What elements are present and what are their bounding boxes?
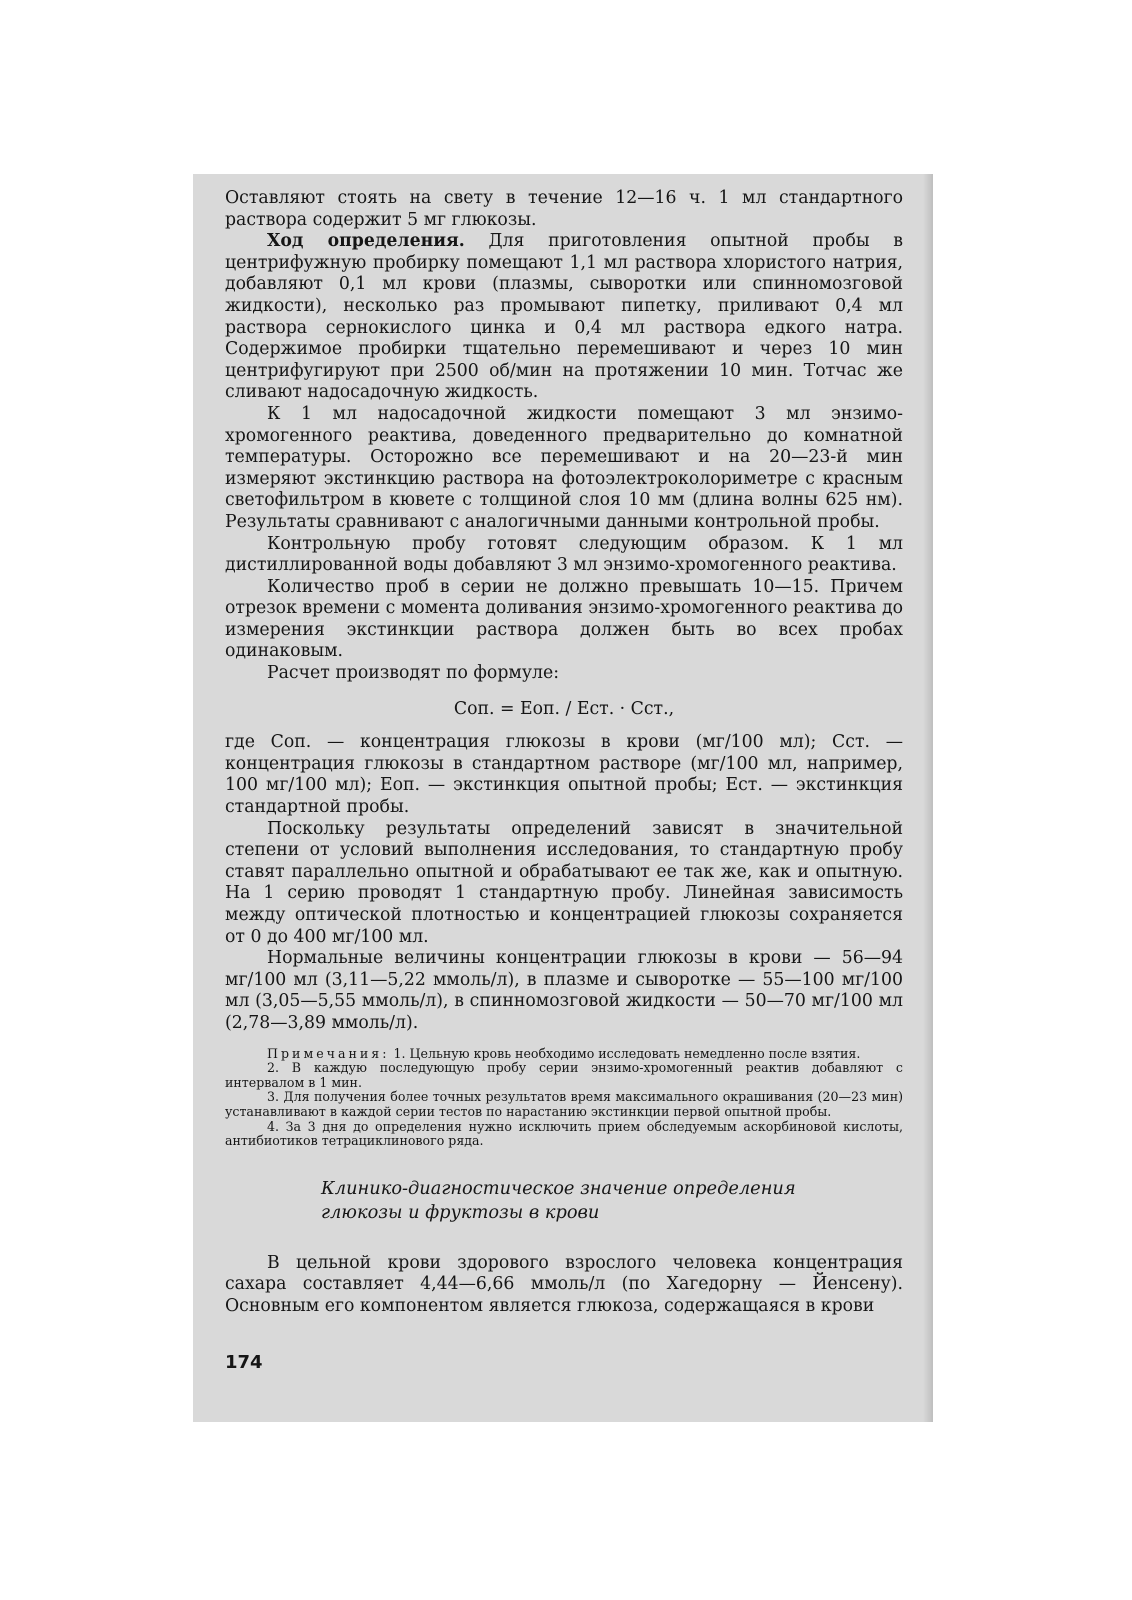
note-1: Примечания: 1. Цельную кровь необходимо исследовать немедленно после взятия. [267, 1045, 861, 1061]
paragraph-standard: Поскольку результаты определений зависят в значительной степени от условий выполнения исследования, то стандартную пробу ставят параллельно опытной и обрабатывают ее так же, как и опытную. На 1 серию проводят 1 стандартную пробу. Линейная зависимость между оптической плотностью и концентрацией глюкозы сохраняется от 0 до 400 мг/100 мл. [225, 818, 903, 947]
paragraph-series: Количество проб в серии не должно превышать 10—15. Причем отрезок времени с момента доливания энзимо-хромогенного реактива до измерения экстинкции раствора должен быть во всех пробах одинаковым. [225, 576, 903, 662]
paragraph-intro: Оставляют стоять на свету в течение 12—16 ч. 1 мл стандартного раствора содержит 5 мг глюкозы. [225, 188, 903, 230]
paragraph-normal-values: Нормальные величины концентрации глюкозы в крови — 56—94 мг/100 мл (3,11—5,22 ммоль/л), в плазме и сыворотке — 55—100 мг/100 мл (3,05—5,55 ммоль/л), в спинномозговой жидкости — 50—70 мг/100 мл (2,78—3,89 ммоль/л). [225, 948, 903, 1033]
notes [225, 1047, 903, 1149]
note-2: 2. В каждую последующую пробу серии энзимо-хромогенный реактив добавляют с интервалом в 1 мин. [225, 1060, 903, 1090]
procedure-lead: Ход определения. [267, 231, 465, 252]
heading-line-2: глюкозы и фруктозы в крови [321, 1201, 600, 1223]
notes-label: Примечания: [267, 1045, 390, 1061]
paragraph-control: Контрольную пробу готовят следующим образом. К 1 мл дистиллированной воды добавляют 3 мл энзимо-хромогенного реактива. [225, 533, 903, 576]
paragraph-legend: где Cоп. — концентрация глюкозы в крови (мг/100 мл); Cст. — концентрация глюкозы в стандартном растворе (мг/100 мл, например, 100 мг/100 мл); Eоп. — экстинкция опытной пробы; Eст. — экстинкция стандартной пробы. [225, 732, 903, 818]
paragraph-supernatant: К 1 мл надосадочной жидкости помещают 3 мл энзимо-хромогенного реактива, доведенного предварительно до комнатной температуры. Осторожно все перемешивают и на 20—23-й мин измеряют экстинкцию раствора на фотоэлектроколориметре с красным светофильтром в кювете с толщиной слоя 10 мм (длина волны 625 нм). Результаты сравнивают с аналогичными данными контрольной пробы. [225, 403, 903, 532]
section-heading [225, 1177, 903, 1225]
paragraph-blood-sugar: В цельной крови здорового взрослого человека концентрация сахара составляет 4,44—6,66 ммоль/л (по Хагедорну — Йенсену). Основным его компонентом является глюкоза, содержащаяся в крови [225, 1252, 903, 1316]
paragraph-procedure [225, 231, 903, 404]
procedure-text: Для приготовления опытной пробы в центрифужную пробирку помещают 1,1 мл раствора хлористого натрия, добавляют 0,1 мл крови (плазмы, сыворотки или спинномозговой жидкости), несколько раз промывают пипетку, приливают 0,4 мл раствора сернокислого цинка и 0,4 мл раствора едкого натра. Содержимое пробирки тщательно перемешивают и через 10 мин центрифугируют при 2500 об/мин на протяжении 10 мин. Тотчас же сливают надосадочную жидкость. [225, 231, 904, 403]
note-4: 4. За 3 дня до определения нужно исключить прием обследуемым аскорбиновой кислоты, антибиотиков тетрациклинового ряда. [225, 1118, 903, 1149]
formula: Cоп. = Eоп. / Eст. · Cст., [453, 698, 675, 719]
heading-line-1: Клинико-диагностическое значение определения [321, 1177, 796, 1199]
paragraph-calculation: Расчет производят по формуле: [267, 663, 560, 684]
book-page [193, 174, 933, 1422]
note-3: 3. Для получения более точных результатов время максимального окрашивания (20—23 мин) устанавливают в каждой серии тестов по нарастанию экстинкции первой опытной пробы. [225, 1089, 903, 1119]
page-number: 174 [225, 1352, 263, 1373]
